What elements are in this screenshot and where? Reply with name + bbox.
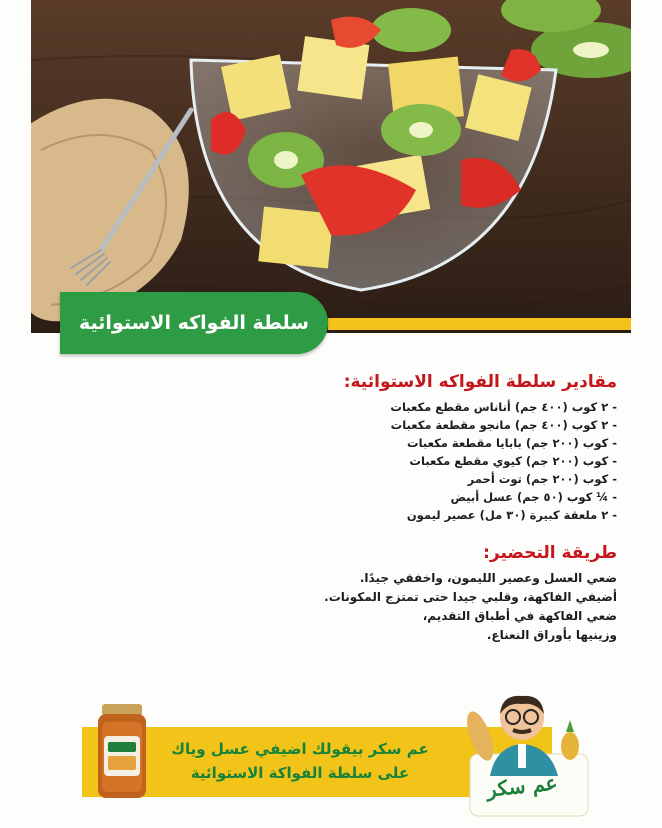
promo-line-1: عم سكر بيقولك اضيفي عسل وياك bbox=[171, 740, 429, 758]
fruit-salad-photo bbox=[31, 0, 631, 333]
ingredient-item: - ٢ كوب (٤٠٠ جم) مانجو مقطعة مكعبات bbox=[344, 416, 617, 434]
promo-text bbox=[150, 737, 450, 785]
method-step: ضعي الفاكهة في أطباق التقديم، bbox=[422, 609, 617, 623]
ingredients-section bbox=[344, 372, 617, 524]
honey-jar-image bbox=[92, 702, 152, 806]
ingredient-item: - كوب (٢٠٠ جم) بابايا مقطعة مكعبات bbox=[344, 434, 617, 452]
method-section bbox=[324, 543, 617, 645]
method-step: أضيفي الفاكهة، وقلبي جيدا حتى تمتزج المكونات. bbox=[324, 590, 617, 604]
ingredient-item: - ¼ كوب (٥٠ جم) عسل أبيض bbox=[344, 488, 617, 506]
title-badge bbox=[60, 292, 328, 354]
ingredients-list bbox=[344, 398, 617, 524]
promo-line-2: على سلطة الفواكة الاستوائية bbox=[190, 764, 410, 782]
title-accent-stripe bbox=[328, 318, 631, 330]
ingredients-heading: مقادير سلطة الفواكه الاستوائية: bbox=[343, 372, 617, 392]
ingredient-item: - كوب (٢٠٠ جم) كيوي مقطع مكعبات bbox=[344, 452, 617, 470]
method-step: ضعي العسل وعصير الليمون، واخفقي جيدًا. bbox=[359, 571, 617, 585]
method-step: وزينيها بأوراق النعناع. bbox=[486, 628, 617, 642]
method-heading: طريقة التحضير: bbox=[483, 543, 617, 563]
recipe-title: سلطة الفواكه الاستوائية bbox=[79, 312, 309, 334]
mascot-signature: عم سكر bbox=[485, 770, 559, 802]
method-steps bbox=[324, 569, 617, 645]
mascot-illustration bbox=[462, 684, 592, 828]
ingredient-item: - ٢ ملعقة كبيرة (٣٠ مل) عصير ليمون bbox=[344, 506, 617, 524]
ingredient-item: - كوب (٢٠٠ جم) توت أحمر bbox=[344, 470, 617, 488]
ingredient-item: - ٢ كوب (٤٠٠ جم) أناناس مقطع مكعبات bbox=[344, 398, 617, 416]
